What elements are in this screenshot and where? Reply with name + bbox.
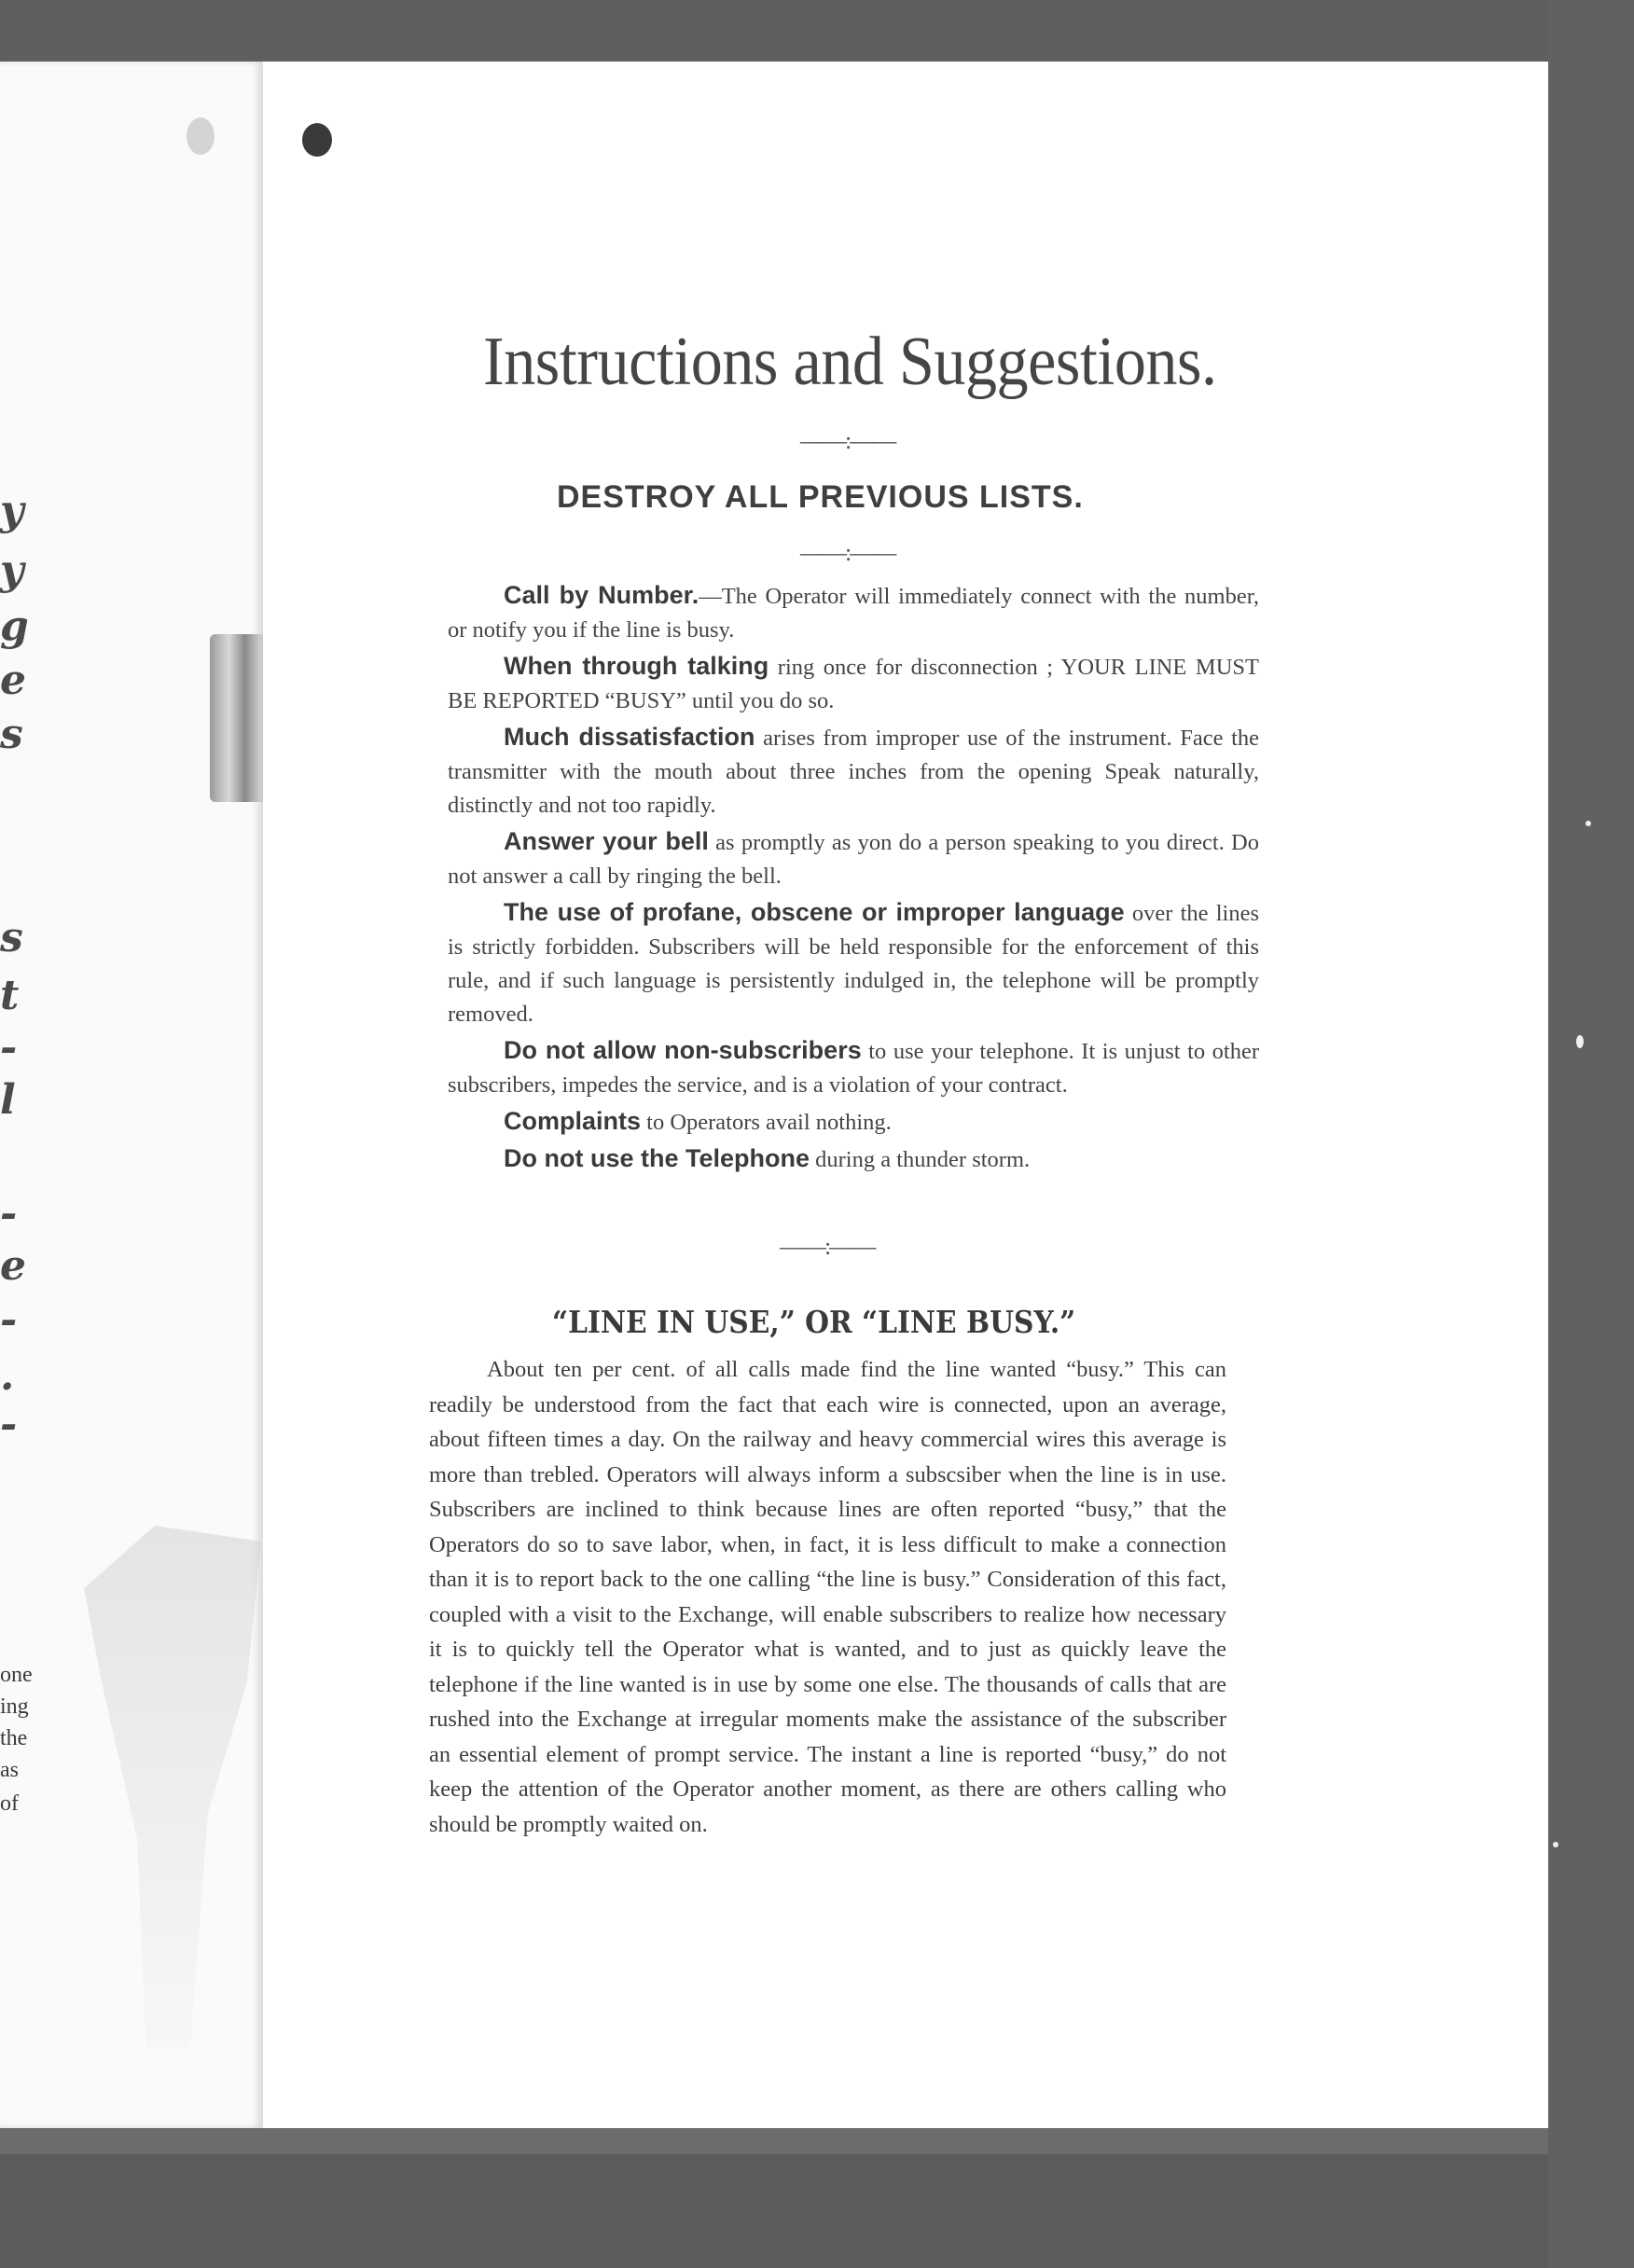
line-busy-heading: “LINE IN USE,” OR “LINE BUSY.”: [552, 1304, 1076, 1340]
punch-hole: [187, 118, 215, 155]
dust-speck: [1586, 821, 1591, 826]
divider: ——:——: [800, 427, 895, 454]
rule-item: [448, 578, 1259, 647]
rule-text: to Operators avail nothing.: [641, 1110, 892, 1135]
rule-text: arises from improper use of the instrument. Face the transmitter with the mouth about three inches from the opening Speak naturally, distinctly and not too rapidly.: [448, 726, 1259, 818]
rule-text: ring once for disconnection ; YOUR LINE MUST BE REPORTED “BUSY” until you do so.: [448, 655, 1259, 713]
left-page-fragment: -: [0, 1296, 18, 1344]
line-busy-paragraph: About ten per cent. of all calls made find the line wanted “busy.” This can readily be understood from the fact that each wire is connected, upon an average, about fifteen times a day. On the railway and heavy commercial wires this average is more than trebled. Operators will always inform a subscsiber when the line is in use. Subscribers are inclined to think because lines are often reported “busy,” that the Operators do so to save labor, when, in fact, it is less difficult to make a connection than it is to report back to the one calling “the line is busy.” Consideration of this fact, coupled with a visit to the Exchange, will enable subscribers to realize how necessary it is to quickly tell the Operator what is wanted, and to just as quickly leave the telephone if the line wanted is in use by some one else. The thousands of calls that are rushed into the Exchange at irregular moments make the assistance of the subscriber an essential element of prompt service. The instant a line is reported “busy,” do not keep the attention of the Operator another moment, as there are others calling who should be promptly waited on.: [429, 1357, 1226, 1837]
left-page-word: ing: [0, 1694, 29, 1719]
rule-lead: Do not use the Telephone: [504, 1144, 810, 1172]
background-top: [0, 0, 1634, 65]
left-page-fragment: y: [0, 546, 24, 594]
left-page-fragment: s: [0, 711, 23, 758]
rule-item: [448, 1104, 1259, 1140]
rule-text: as promptly as yon do a person speaking to you direct. Do not answer a call by ringing the bell.: [448, 830, 1259, 889]
divider: ——:——: [780, 1233, 875, 1260]
rule-lead: When through talking: [504, 652, 769, 680]
rule-lead: The use of profane, obscene or improper language: [504, 898, 1125, 926]
left-page-fragment: l: [0, 1076, 16, 1124]
left-page-fragment: t: [0, 972, 20, 1019]
left-facing-page: [0, 62, 263, 2128]
rule-item: [448, 824, 1259, 893]
destroy-notice: DESTROY ALL PREVIOUS LISTS.: [557, 479, 1084, 515]
divider: ——:——: [800, 539, 895, 566]
punch-hole: [302, 123, 332, 157]
left-page-fragment: -: [0, 1024, 18, 1072]
left-page-word: the: [0, 1726, 28, 1750]
rule-text: —The Operator will immediately connect with the number, or notify you if the line is busy.: [448, 584, 1260, 643]
left-page-fragment: s: [0, 914, 23, 961]
background-right: [1548, 0, 1634, 2268]
dust-speck: [1553, 1842, 1558, 1847]
rule-text: during a thunder storm.: [810, 1147, 1031, 1172]
left-page-fragment: -: [0, 1190, 18, 1238]
rule-item: [448, 720, 1259, 823]
page-tear: [84, 1526, 261, 2048]
rule-item: [448, 895, 1259, 1031]
rule-lead: Call by Number.: [504, 581, 699, 609]
rule-lead: Answer your bell: [504, 827, 709, 855]
rule-text: to use your telephone. It is unjust to other subscribers, impedes the service, and is a violation of your contract.: [448, 1039, 1259, 1098]
rule-text: over the lines is strictly forbidden. Subscribers will be held responsible for the enforcement of this rule, and if such language is persistently indulged in, the telephone will be promptly removed.: [448, 901, 1259, 1027]
rule-item: [448, 649, 1259, 718]
left-page-word: of: [0, 1791, 19, 1816]
rule-item: [448, 1141, 1259, 1177]
left-page-fragment: g: [0, 602, 29, 650]
left-page-fragment: e: [0, 1242, 26, 1290]
rule-lead: Complaints: [504, 1107, 642, 1135]
left-page-fragment: y: [0, 487, 24, 534]
page-title: Instructions and Suggestions.: [483, 324, 1217, 400]
rules-list: [448, 578, 1259, 1179]
rule-lead: Much dissatisfaction: [504, 723, 755, 751]
background-bottom: [0, 2154, 1634, 2268]
left-page-word: one: [0, 1663, 33, 1687]
left-page-fragment: -: [0, 1401, 18, 1448]
left-page-fragment: e: [0, 657, 26, 704]
rule-item: [448, 1033, 1259, 1102]
left-page-word: as: [0, 1758, 19, 1782]
dust-speck: [1576, 1035, 1584, 1048]
rule-lead: Do not allow non-subscribers: [504, 1036, 862, 1064]
left-page-fragment: .: [0, 1352, 15, 1400]
